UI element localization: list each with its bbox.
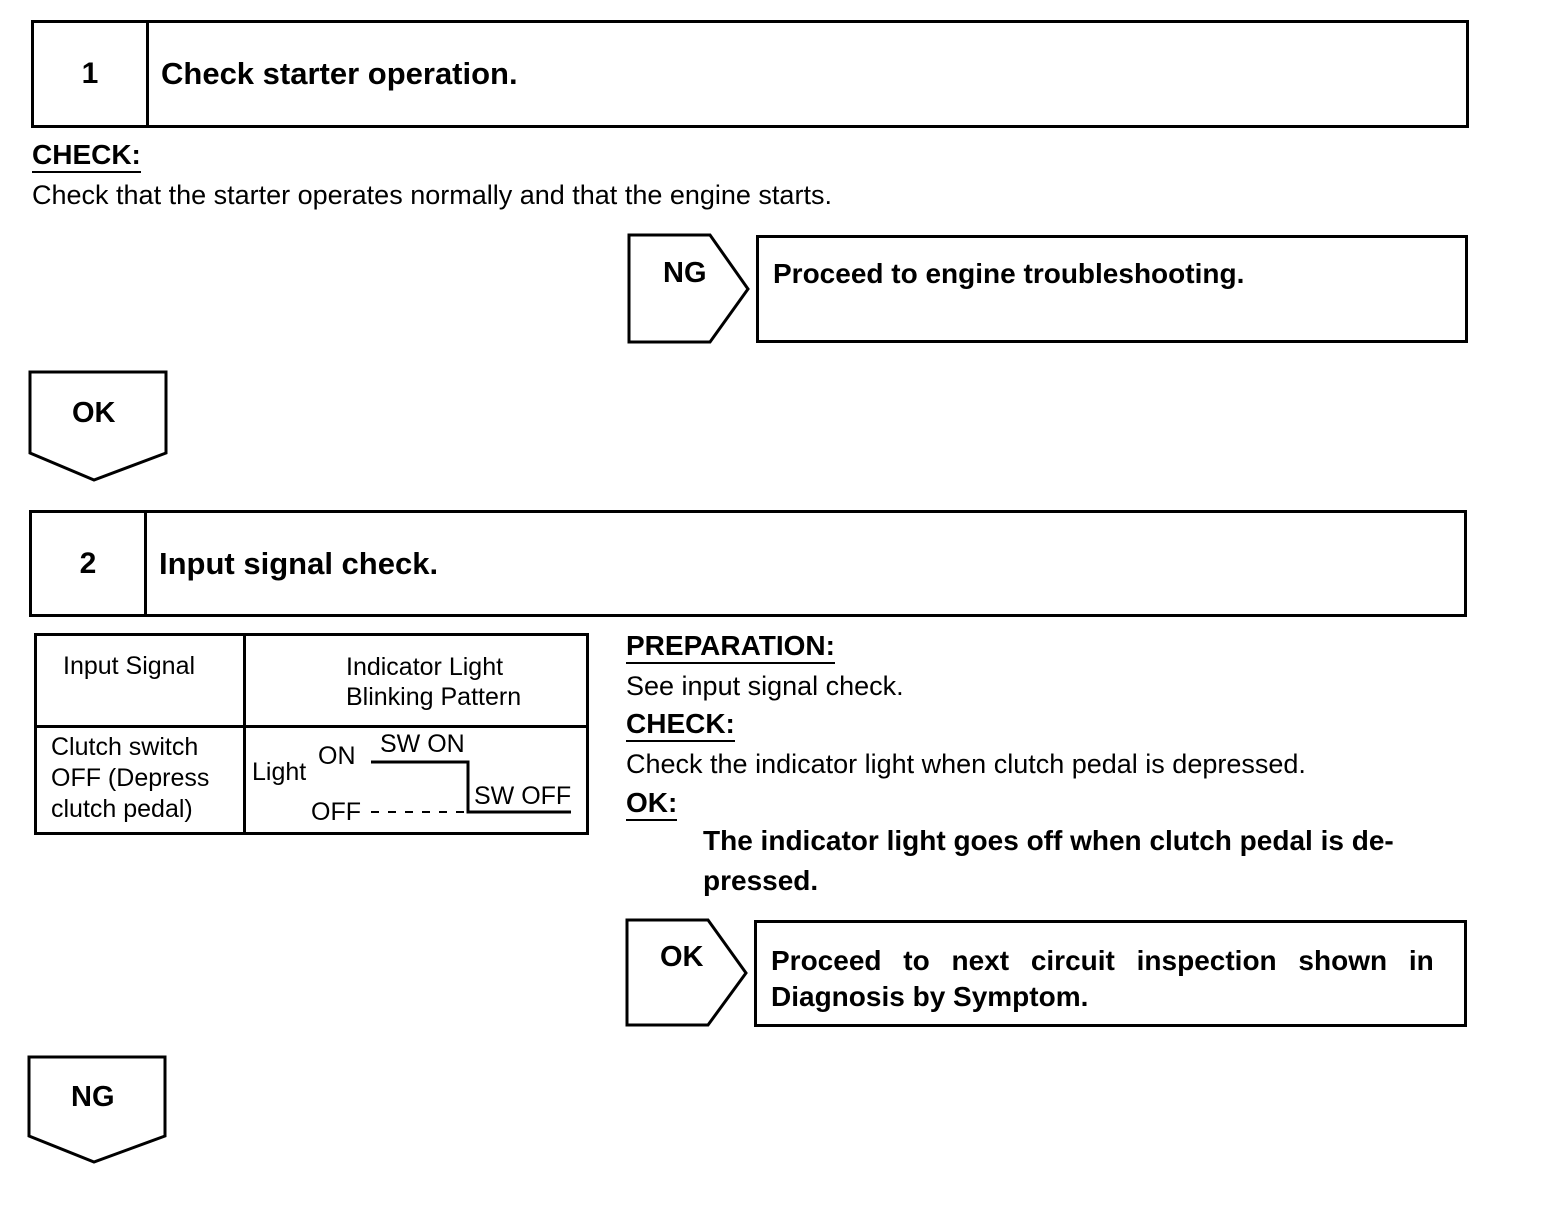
- pattern-light-label: Light: [252, 758, 307, 786]
- step-2-ng-label: NG: [71, 1081, 115, 1113]
- step-2-ok-heading: OK:: [626, 787, 677, 821]
- header-input-signal-text: Input Signal: [63, 652, 196, 680]
- step-2-ok-text-line1: The indicator light goes off when clutch pedal is de-: [703, 825, 1394, 856]
- step-2-title: Input signal check.: [159, 545, 439, 581]
- table-row: [36, 727, 588, 834]
- step-1-ok-label: OK: [72, 397, 116, 429]
- step-1-ng-result-box: [756, 235, 1468, 343]
- header-indicator-line2: Blinking Pattern: [346, 683, 522, 711]
- step-2-preparation-heading: PREPARATION:: [626, 630, 835, 664]
- step-2-ok-result-box: [754, 920, 1467, 1027]
- step-2-check-text: Check the indicator light when clutch pedal is depressed.: [626, 749, 1306, 779]
- table-header-indicator-pattern: [245, 635, 588, 727]
- step-1-ng-result-text: Proceed to engine troubleshooting.: [773, 258, 1245, 289]
- signal-line1: Clutch switch: [51, 733, 199, 761]
- input-signal-table: [34, 633, 589, 835]
- step-2-ok-text-line2: pressed.: [703, 865, 819, 896]
- step-2-number: 2: [32, 513, 147, 614]
- step-2-ok-result-line1: Proceed to next circuit inspection shown in: [771, 945, 1434, 976]
- step-1-check-heading: CHECK:: [32, 139, 141, 173]
- signal-line2: OFF (Depress: [51, 764, 210, 792]
- step-2-ok-result-line2: Diagnosis by Symptom.: [771, 981, 1089, 1012]
- header-indicator-line1: Indicator Light: [346, 653, 504, 681]
- step-2-box: [29, 510, 1467, 617]
- table-cell-blink-pattern: [245, 727, 588, 834]
- pattern-sw-off-label: SW OFF: [474, 782, 572, 810]
- table-header-input-signal: [36, 635, 245, 727]
- step-1-ng-label: NG: [663, 257, 707, 289]
- step-2-ok-label: OK: [660, 941, 704, 973]
- step-1-title: Check starter operation.: [161, 56, 518, 91]
- table-cell-input-signal: [36, 727, 245, 834]
- step-2-check-heading: CHECK:: [626, 708, 735, 742]
- step-1-number: 1: [34, 23, 149, 125]
- step-1-check-text: Check that the starter operates normally and that the engine starts.: [32, 180, 832, 210]
- table-header-row: [36, 635, 588, 727]
- blink-pattern-diagram: [246, 728, 586, 832]
- pattern-sw-on-label: SW ON: [380, 730, 465, 758]
- step-2-preparation-text: See input signal check.: [626, 671, 904, 701]
- pattern-off-label: OFF: [311, 798, 361, 826]
- signal-line3: clutch pedal): [51, 795, 193, 823]
- pattern-on-label: ON: [318, 742, 356, 770]
